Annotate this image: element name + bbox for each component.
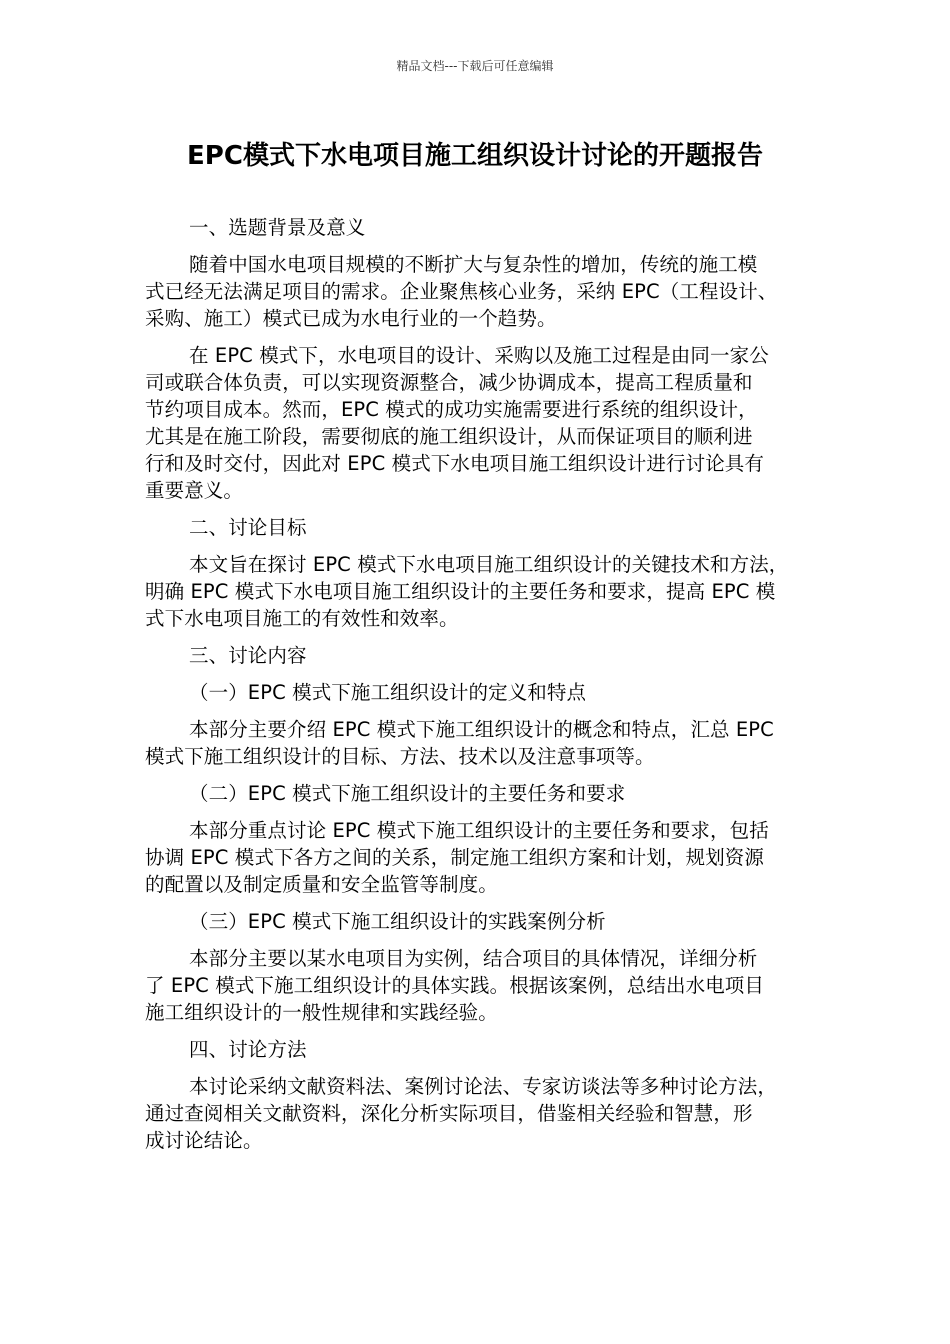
section-heading-goals: 二、讨论目标: [189, 516, 307, 539]
page-header: 精品文档---下载后可任意编辑: [396, 59, 554, 73]
text-line: 施工组织设计的一般性规律和实践经验。: [145, 1001, 498, 1024]
paragraph-subsection-2: [145, 817, 805, 898]
paragraph-methods: [145, 1073, 805, 1154]
paragraph-subsection-1: [145, 716, 805, 770]
section-heading-content: 三、讨论内容: [189, 644, 307, 667]
text-line: 重要意义。: [145, 479, 244, 502]
text-line: 尤其是在施工阶段，需要彻底的施工组织设计，从而保证项目的顺利进: [145, 425, 753, 448]
text-line: 本部分主要介绍 EPC 模式下施工组织设计的概念和特点，汇总 EPC: [189, 718, 774, 741]
text-line: 行和及时交付，因此对 EPC 模式下水电项目施工组织设计进行讨论具有: [145, 452, 764, 475]
section-heading-methods: 四、讨论方法: [189, 1038, 307, 1061]
text-line: 本部分主要以某水电项目为实例，结合项目的具体情况，详细分析: [189, 947, 758, 970]
subsection-heading-3: （三）EPC 模式下施工组织设计的实践案例分析: [189, 910, 606, 933]
text-line: 明确 EPC 模式下水电项目施工组织设计的主要任务和要求，提高 EPC 模: [145, 580, 776, 603]
document-body: [145, 214, 805, 1154]
text-line: 协调 EPC 模式下各方之间的关系，制定施工组织方案和计划，规划资源: [145, 846, 764, 869]
paragraph-goals: [145, 551, 805, 632]
text-line: 成讨论结论。: [145, 1129, 263, 1152]
text-line: 司或联合体负责，可以实现资源整合，减少协调成本，提高工程质量和: [145, 371, 753, 394]
text-line: 了 EPC 模式下施工组织设计的具体实践。根据该案例，总结出水电项目: [145, 974, 764, 997]
document-title: EPC模式下水电项目施工组织设计讨论的开题报告: [187, 141, 763, 171]
text-line: 的配置以及制定质量和安全监管等制度。: [145, 873, 498, 896]
text-line: 采购、施工）模式已成为水电行业的一个趋势。: [145, 307, 557, 330]
text-line: 随着中国水电项目规模的不断扩大与复杂性的增加，传统的施工模: [189, 253, 758, 276]
text-line: 通过查阅相关文献资料，深化分析实际项目，借鉴相关经验和智慧，形: [145, 1102, 753, 1125]
text-line: 模式下施工组织设计的目标、方法、技术以及注意事项等。: [145, 745, 655, 768]
paragraph-background-2: [145, 342, 805, 504]
text-line: 式下水电项目施工的有效性和效率。: [145, 607, 459, 630]
text-line: 本部分重点讨论 EPC 模式下施工组织设计的主要任务和要求，包括: [189, 819, 769, 842]
paragraph-subsection-3: [145, 945, 805, 1026]
text-line: 式已经无法满足项目的需求。企业聚焦核心业务，采纳 EPC（工程设计、: [145, 280, 778, 303]
text-line: 本文旨在探讨 EPC 模式下水电项目施工组织设计的关键技术和方法，: [189, 553, 789, 576]
text-line: 节约项目成本。然而，EPC 模式的成功实施需要进行系统的组织设计，: [145, 398, 758, 421]
subsection-heading-2: （二）EPC 模式下施工组织设计的主要任务和要求: [189, 782, 626, 805]
section-heading-background: 一、选题背景及意义: [189, 216, 366, 239]
text-line: 在 EPC 模式下，水电项目的设计、采购以及施工过程是由同一家公: [189, 344, 769, 367]
subsection-heading-1: （一）EPC 模式下施工组织设计的定义和特点: [189, 681, 587, 704]
text-line: 本讨论采纳文献资料法、案例讨论法、专家访谈法等多种讨论方法，: [189, 1075, 778, 1098]
paragraph-background-1: [145, 251, 805, 332]
